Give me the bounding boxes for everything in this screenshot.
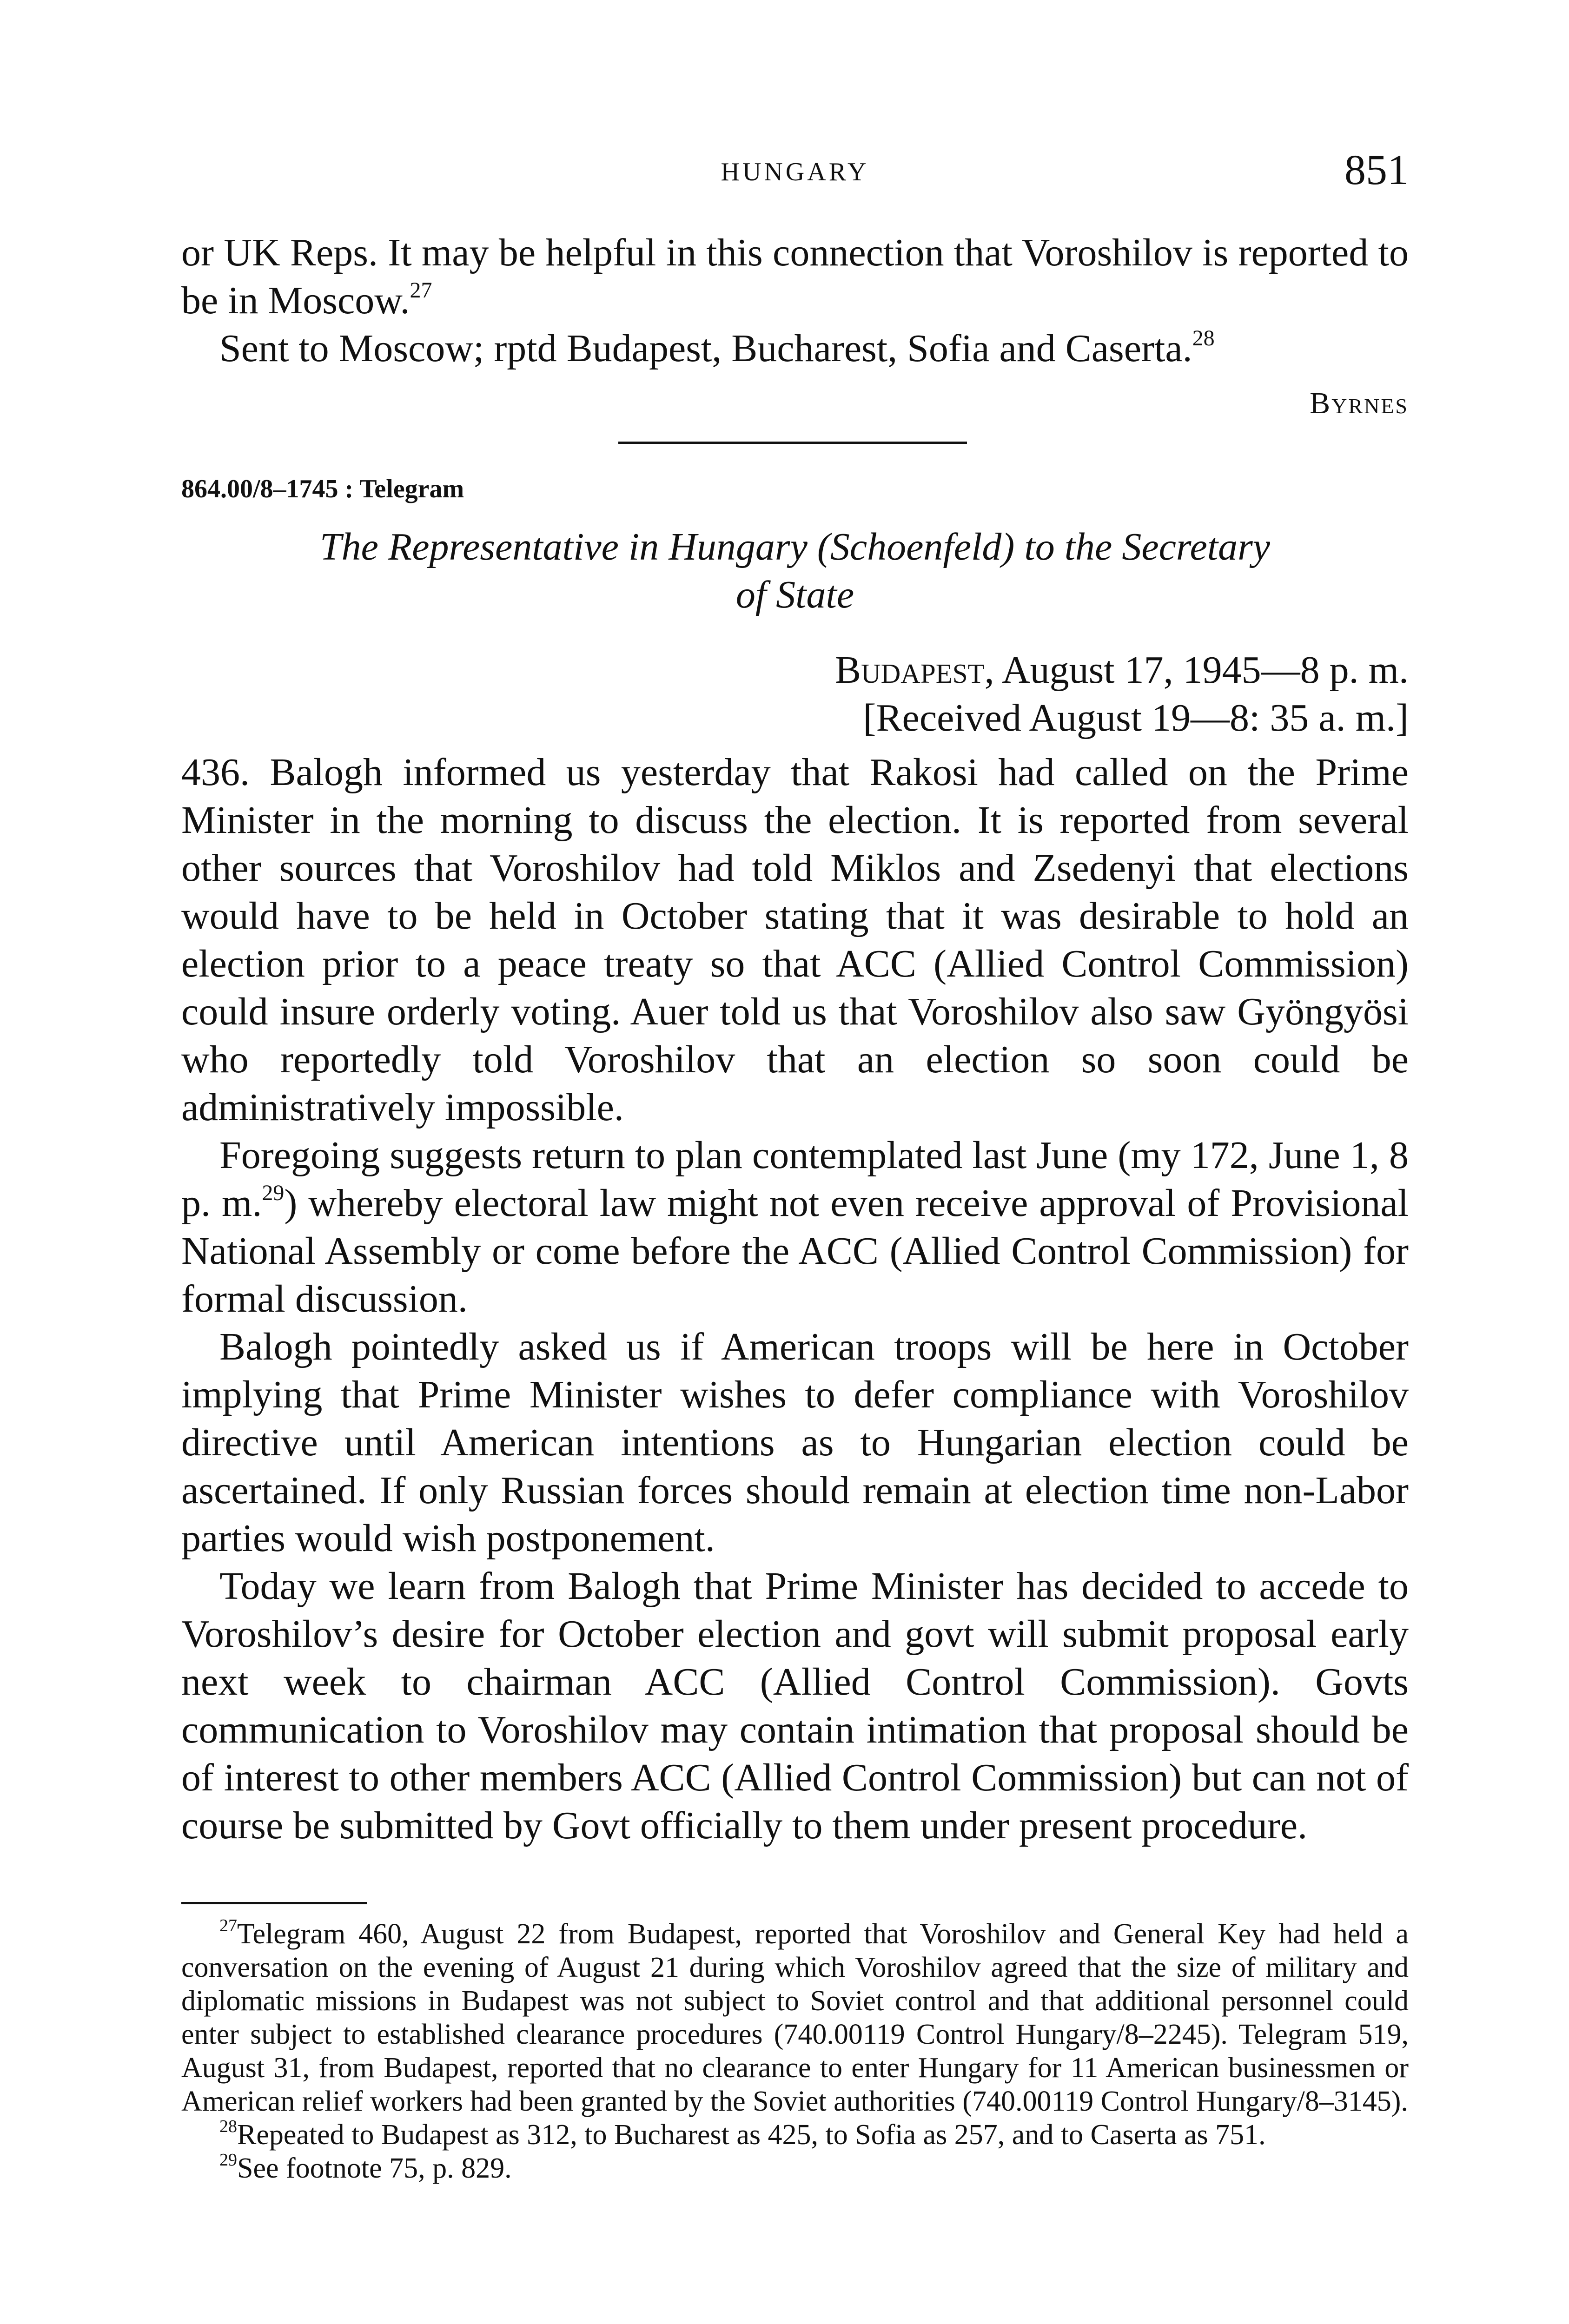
footnote-text-28: Repeated to Budapest as 312, to Bucharest as 425, to Sofia as 257, and to Caserta as 751. <box>237 2119 1266 2151</box>
footnote-29 <box>181 2152 1409 2185</box>
dateline-place: Budapest <box>835 648 985 692</box>
running-title: HUNGARY <box>721 158 869 186</box>
previous-document-ending <box>181 229 1409 372</box>
page-number: 851 <box>1344 146 1409 193</box>
file-reference: 864.00/8–1745 : Telegram <box>181 475 464 503</box>
footnote-divider <box>181 1902 367 1904</box>
dateline-received: [Received August 19—8: 35 a. m.] <box>863 696 1409 739</box>
paragraph-balogh: Balogh pointedly asked us if American troops will be here in October implying that Prime Minister wishes to defer compliance with Voroshilov directive until American intentions as to Hungarian election could be ascertained. If only Russian forces should remain at election time non-Labor parties would wish postponement. <box>181 1325 1409 1560</box>
paragraph-436: 436. Balogh informed us yesterday that Rakosi had called on the Prime Minister in the morning to discuss the election. It is reported from several other sources that Voroshilov had told Miklos and Zsedenyi that elections would have to be held in October stating that it was desirable to hold an election prior to a peace treaty so that ACC (Allied Control Commission) could insure orderly voting. Auer told us that Voroshilov also saw Gyöngyösi who reportedly told Voroshilov that an election so soon could be administratively impossible. <box>181 751 1409 1129</box>
footnote-marker-27: 27 <box>219 1916 237 1935</box>
footnote-28 <box>181 2118 1409 2152</box>
continuation-paragraph <box>181 229 1409 324</box>
dateline-sent <box>725 646 1409 694</box>
document-title <box>181 523 1409 619</box>
footnote-text-29: See footnote 75, p. 829. <box>237 2152 512 2184</box>
running-head <box>181 146 1409 205</box>
document-title-line-2: of State <box>735 573 854 616</box>
footnotes <box>181 1917 1409 2185</box>
footnote-marker-29: 29 <box>219 2150 237 2170</box>
footnote-text-27: Telegram 460, August 22 from Budapest, reported that Voroshilov and General Key had held a conversation on the evening of August 21 during which Voroshilov agreed that the size of military and diplomatic missions in Budapest was not subject to Soviet control and that additional personnel could enter subject to established clearance procedures (740.00119 Control Hungary/8–2245). Telegram 519, August 31, from Budapest, reported that no clearance to enter Hungary for 11 American businessmen or American relief workers had been granted by the Soviet authorities (740.00119 Control Hungary/8–3145). <box>181 1918 1409 2117</box>
dateline <box>725 646 1409 742</box>
paragraph-foregoing-end: ) whereby electoral law might not even receive approval of Provisional National Assembly or come before the ACC (Allied Control Commission) for formal discussion. <box>181 1182 1409 1320</box>
telegram-body <box>181 748 1409 1849</box>
footnote-marker-28: 28 <box>219 2117 237 2136</box>
footnote-27 <box>181 1917 1409 2118</box>
dateline-date: , August 17, 1945—8 p. m. <box>984 648 1409 692</box>
continuation-text: or UK Reps. It may be helpful in this connection that Voroshilov is reported to be in Moscow. <box>181 231 1409 322</box>
section-divider <box>618 442 967 444</box>
footnote-ref-28: 28 <box>1192 326 1215 350</box>
paragraph-foregoing-start: Foregoing suggests return to plan contemplated last June (my 172, June 1, 8 p. m. <box>181 1134 1409 1225</box>
footnote-ref-29: 29 <box>262 1181 285 1205</box>
paragraph-foregoing <box>181 1131 1409 1323</box>
footnote-ref-27: 27 <box>410 278 432 303</box>
signature-byrnes: Byrnes <box>1310 386 1409 420</box>
paragraph-today: Today we learn from Balogh that Prime Minister has decided to accede to Voroshilov’s desire for October election and govt will submit proposal early next week to chairman ACC (Allied Control Commission). Govts communication to Voroshilov may contain intimation that proposal should be of interest to other members ACC (Allied Control Commission) but can not of course be submitted by Govt officially to them under present procedure. <box>181 1565 1409 1847</box>
sent-to-text: Sent to Moscow; rptd Budapest, Bucharest, Sofia and Caserta. <box>219 327 1192 370</box>
document-title-line-1: The Representative in Hungary (Schoenfeld) to the Secretary <box>319 525 1271 568</box>
sent-to-line <box>181 324 1409 372</box>
